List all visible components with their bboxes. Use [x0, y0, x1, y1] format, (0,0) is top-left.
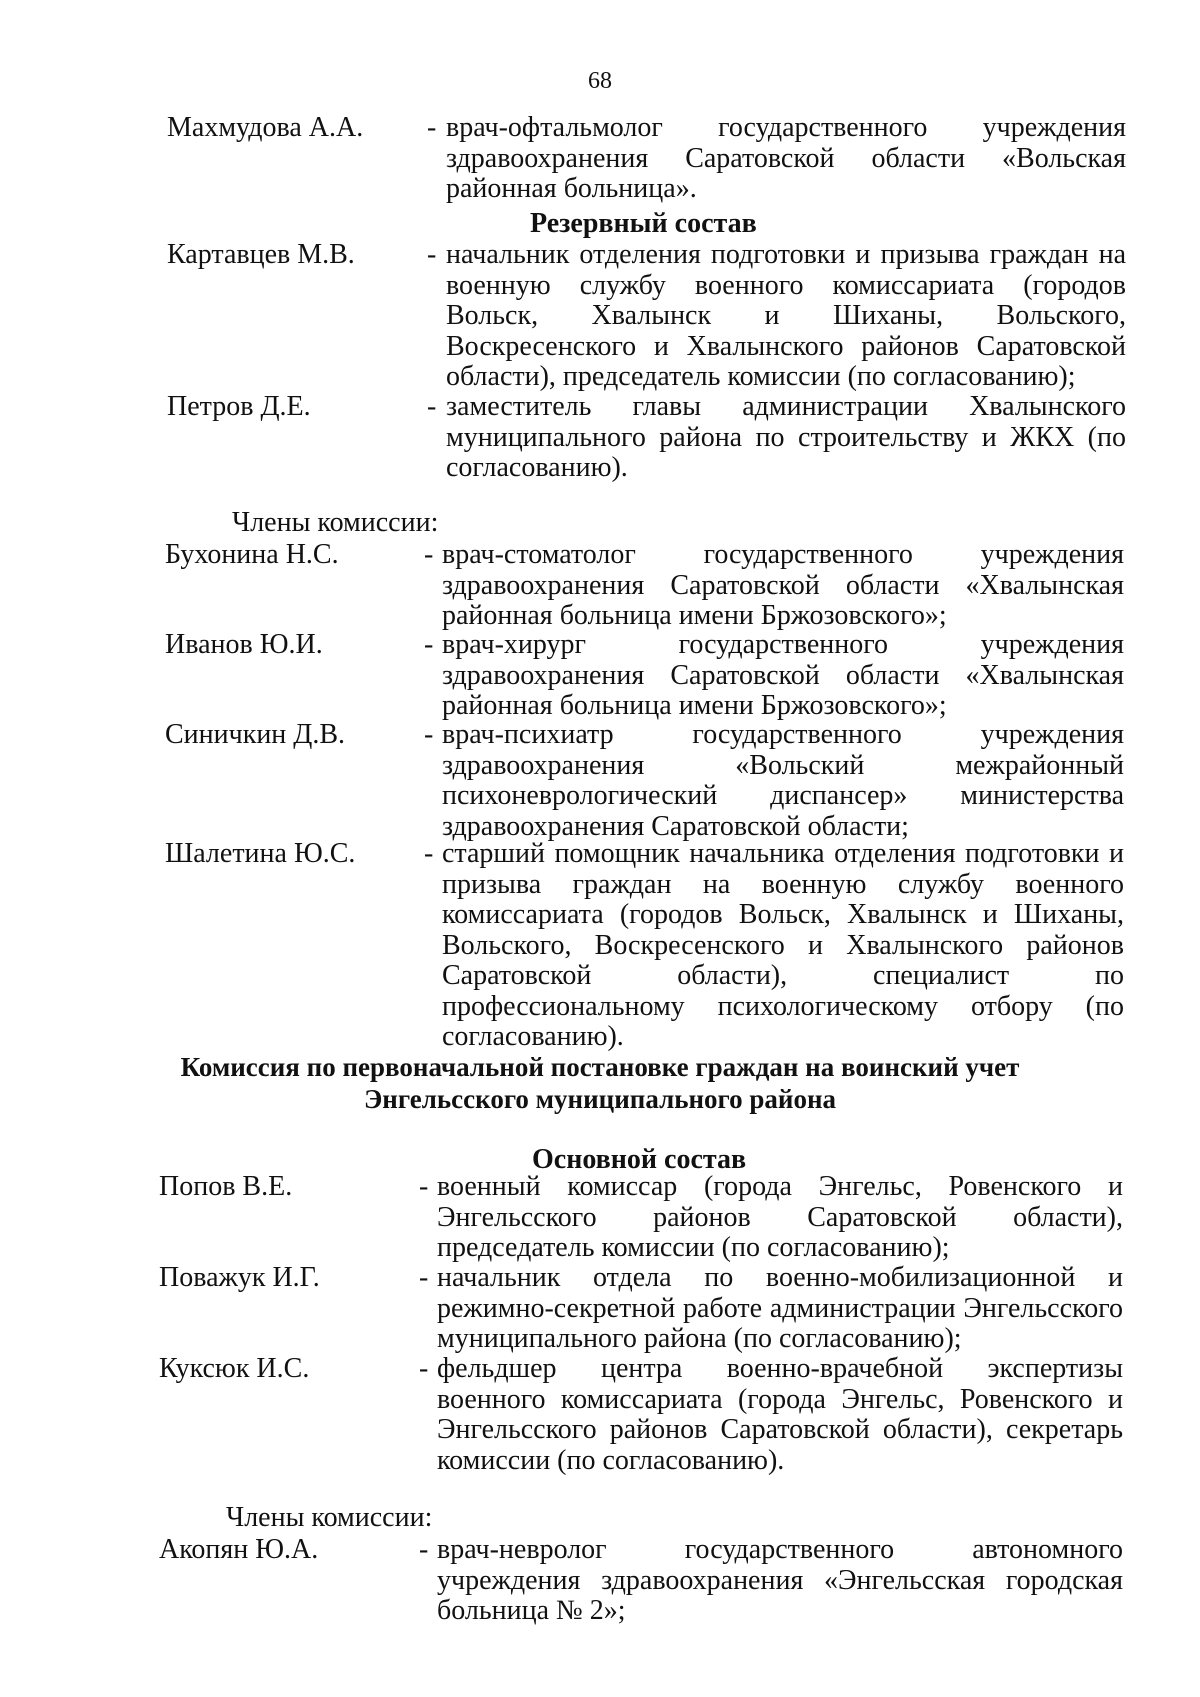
reserve-heading: Резервный состав [530, 208, 757, 239]
dash: - [424, 629, 434, 660]
dash: - [427, 391, 437, 422]
page-number: 68 [588, 68, 612, 94]
section-title-line-1: Комиссия по первоначальной постановке граждан на воинский учет [180, 1052, 1020, 1082]
person-name: Иванов Ю.И. [165, 629, 323, 660]
person-description: врач-офтальмолог государственного учреждения здравоохранения Саратовской области «Вольская районная больница». [446, 112, 1126, 204]
dash: - [419, 1262, 429, 1293]
person-description: врач-стоматолог государственного учреждения здравоохранения Саратовской области «Хвалынская районная больница имени Бржозовского»; [442, 539, 1124, 631]
dash: - [424, 719, 434, 750]
person-name: Петров Д.Е. [167, 391, 311, 422]
section-title-line-2: Энгельсского муниципального района [363, 1084, 837, 1114]
person-name: Бухонина Н.С. [165, 539, 339, 570]
person-name: Шалетина Ю.С. [165, 838, 356, 869]
person-description: заместитель главы администрации Хвалынского муниципального района по строительству и ЖКХ (по согласованию). [446, 391, 1126, 483]
dash: - [419, 1171, 429, 1202]
dash: - [419, 1534, 429, 1565]
members-label: Члены комиссии: [232, 507, 439, 538]
person-description: начальник отдела по военно-мобилизационной и режимно-секретной работе администрации Энгельсского муниципального района (по согласованию); [437, 1262, 1123, 1354]
person-name: Поважук И.Г. [159, 1262, 320, 1293]
person-description: военный комиссар (города Энгельс, Ровенского и Энгельсского районов Саратовской области), председатель комиссии (по согласованию); [437, 1171, 1123, 1263]
person-name: Попов В.Е. [159, 1171, 293, 1202]
person-name: Куксюк И.С. [159, 1353, 310, 1384]
person-description: начальник отделения подготовки и призыва граждан на военную службу военного комиссариата (городов Вольск, Хвалынск и Шиханы, Вольского, Воскресенского и Хвалынского районов Саратовской области), председатель комиссии (по согласованию); [446, 239, 1126, 392]
person-name: Синичкин Д.В. [165, 719, 346, 750]
person-description: врач-психиатр государственного учреждения здравоохранения «Вольский межрайонный психоневрологический диспансер» министерства здравоохранения Саратовской области; [442, 719, 1124, 842]
person-name: Махмудова А.А. [167, 112, 364, 143]
person-description: фельдшер центра военно-врачебной экспертизы военного комиссариата (города Энгельс, Ровенского и Энгельсского районов Саратовской области), секретарь комиссии (по согласованию). [437, 1353, 1123, 1476]
person-name: Акопян Ю.А. [159, 1534, 319, 1565]
person-description: врач-невролог государственного автономного учреждения здравоохранения «Энгельсская городская больница № 2»; [437, 1534, 1123, 1626]
dash: - [424, 539, 434, 570]
main-heading: Основной состав [532, 1144, 747, 1175]
dash: - [427, 239, 437, 270]
person-name: Картавцев М.В. [167, 239, 355, 270]
members-label: Члены комиссии: [226, 1502, 433, 1533]
dash: - [424, 838, 434, 869]
person-description: старший помощник начальника отделения подготовки и призыва граждан на военную службу военного комиссариата (городов Вольск, Хвалынск и Шиханы, Вольского, Воскресенского и Хвалынского районов Саратовской области), специалист по профессиональному психологическому отбору (по согласованию). [442, 838, 1124, 1052]
dash: - [419, 1353, 429, 1384]
person-description: врач-хирург государственного учреждения здравоохранения Саратовской области «Хвалынская районная больница имени Бржозовского»; [442, 629, 1124, 721]
dash: - [427, 112, 437, 143]
